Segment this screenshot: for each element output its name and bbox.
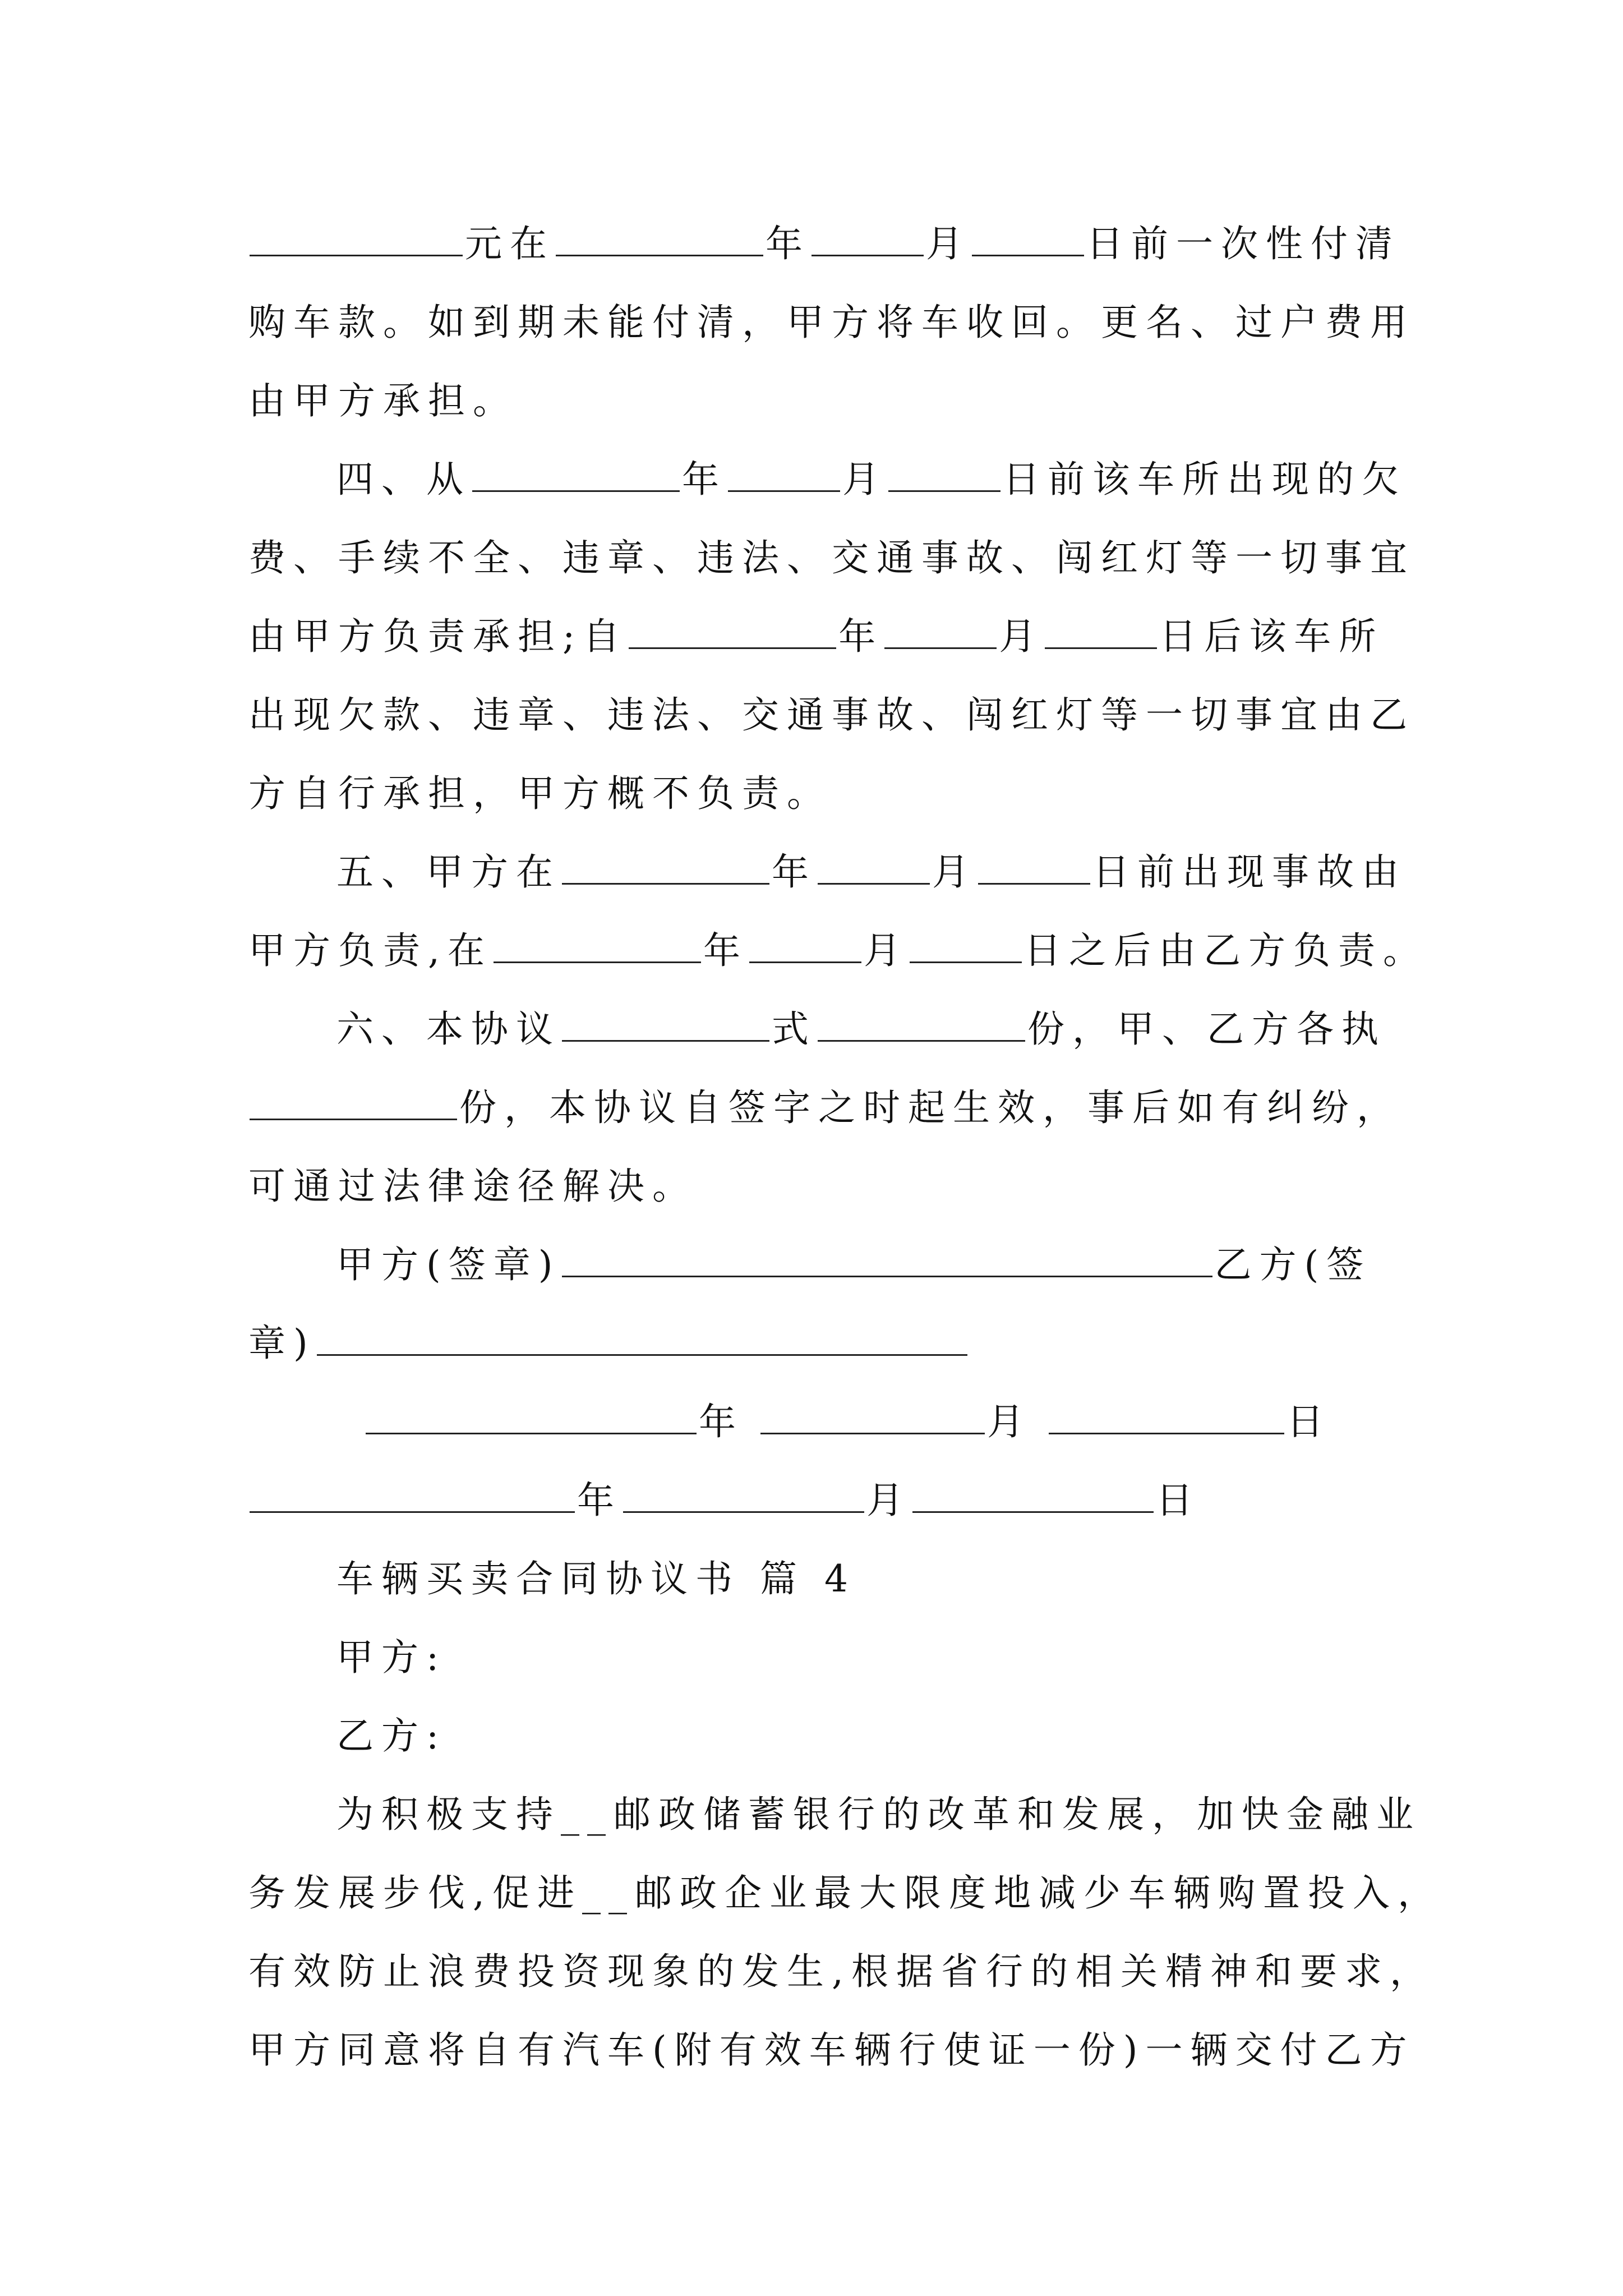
date-year-label: 年 xyxy=(577,1479,622,1522)
clause-text: 月 xyxy=(863,929,909,972)
blank-field xyxy=(250,255,463,256)
date-day-label: 日 xyxy=(1287,1400,1331,1443)
party-b-label: 乙方: xyxy=(336,1714,447,1757)
date-month-label: 月 xyxy=(987,1400,1032,1443)
clause-3-line-2 xyxy=(248,286,1415,359)
body-line-2 xyxy=(248,1857,1442,1930)
clause-text: 日后该车所 xyxy=(1159,615,1384,658)
clause-3-line-1 xyxy=(248,208,1400,280)
clause-4-line-1 xyxy=(336,443,1407,516)
blank-field xyxy=(760,1433,985,1434)
date-year-label: 年 xyxy=(699,1400,744,1443)
body-text: 甲方同意将自有汽车(附有效车辆行使证一份)一辆交付乙方 xyxy=(248,2028,1415,2072)
blank-field xyxy=(811,255,924,256)
clause-6-line-3 xyxy=(248,1150,1393,1223)
clause-text: 年 xyxy=(772,850,817,894)
date-day-label: 日 xyxy=(1156,1479,1201,1522)
signature-blank xyxy=(317,1354,967,1356)
body-text: 为积极支持__邮政储蓄银行的改革和发展，加快金融业 xyxy=(336,1793,1421,1836)
party-a-signature-label: 甲方(签章) xyxy=(336,1243,561,1286)
clause-text: 购车款。如到期未能付清，甲方将车收回。更名、过户费用 xyxy=(248,301,1415,344)
signature-line xyxy=(336,1228,1393,1301)
blank-field xyxy=(888,490,1000,492)
clause-text: 日前一次性付清 xyxy=(1086,222,1400,265)
clause-text: 可通过法律途径解决。 xyxy=(248,1165,697,1208)
blank-field xyxy=(562,1040,769,1042)
body-text: 有效防止浪费投资现象的发生,根据省行的相关精神和要求， xyxy=(248,1950,1435,1993)
blank-field xyxy=(562,883,769,885)
clause-text: 甲方负责,在 xyxy=(248,929,492,972)
clause-text: 月 xyxy=(999,615,1044,658)
clause-5-line-1 xyxy=(336,836,1407,909)
blank-field xyxy=(818,1040,1025,1042)
clause-text: 费、手续不全、违章、违法、交通事故、闯红灯等一切事宜 xyxy=(248,536,1415,579)
clause-text: 日前出现事故由 xyxy=(1092,850,1407,894)
date-line-1 xyxy=(365,1386,1393,1458)
body-line-3 xyxy=(248,1935,1435,2008)
blank-field xyxy=(623,1511,864,1513)
blank-field xyxy=(910,961,1022,963)
clause-text: 年 xyxy=(838,615,884,658)
blank-field xyxy=(978,883,1090,885)
clause-4-line-2 xyxy=(248,522,1415,595)
blank-field xyxy=(912,1511,1154,1513)
blank-field xyxy=(250,1119,457,1120)
clause-text: 六、本协议 xyxy=(336,1007,561,1051)
clause-6-line-1 xyxy=(336,993,1393,1066)
signature-blank xyxy=(562,1276,1212,1277)
clause-text: 份，本协议自签字之时起生效，事后如有纠纷， xyxy=(459,1086,1401,1129)
blank-field xyxy=(1045,647,1157,649)
clause-text: 年 xyxy=(766,222,810,265)
clause-text: 出现欠款、违章、违法、交通事故、闯红灯等一切事宜由乙 xyxy=(248,693,1415,737)
clause-text: 方自行承担，甲方概不负责。 xyxy=(248,772,832,815)
section-title xyxy=(336,1543,1393,1616)
party-b-line xyxy=(336,1700,1393,1773)
body-line-1 xyxy=(336,1778,1421,1851)
clause-4-line-5 xyxy=(248,757,1393,830)
blank-field xyxy=(728,490,840,492)
blank-field xyxy=(749,961,861,963)
clause-text: 年 xyxy=(703,929,748,972)
clause-3-line-3 xyxy=(248,365,1393,438)
date-line-2 xyxy=(248,1464,1393,1537)
body-text: 务发展步伐,促进__邮政企业最大限度地减少车辆购置投入， xyxy=(248,1871,1442,1915)
blank-field xyxy=(972,255,1084,256)
clause-text: 由甲方承担。 xyxy=(248,379,518,422)
clause-text: 式 xyxy=(772,1007,817,1051)
party-a-line xyxy=(336,1621,1393,1694)
blank-field xyxy=(250,1511,575,1513)
blank-field xyxy=(818,883,930,885)
clause-text: 月 xyxy=(842,458,887,501)
clause-text: 元在 xyxy=(465,222,555,265)
blank-field xyxy=(884,647,997,649)
clause-5-line-2 xyxy=(248,914,1428,987)
blank-field xyxy=(366,1433,697,1434)
clause-4-line-3 xyxy=(248,600,1393,673)
clause-text: 月 xyxy=(932,850,977,894)
clause-text: 由甲方负责承担;自 xyxy=(248,615,628,658)
blank-field xyxy=(494,961,701,963)
blank-field xyxy=(629,647,836,649)
clause-text: 五、甲方在 xyxy=(336,850,561,894)
clause-6-line-2 xyxy=(248,1071,1401,1144)
date-month-label: 月 xyxy=(866,1479,911,1522)
clause-text: 日之后由乙方负责。 xyxy=(1023,929,1428,972)
party-b-signature-label: 乙方(签 xyxy=(1214,1243,1372,1286)
blank-field xyxy=(1049,1433,1284,1434)
party-a-label: 甲方: xyxy=(336,1636,447,1679)
clause-text: 份，甲、乙方各执 xyxy=(1027,1007,1386,1051)
blank-field xyxy=(556,255,763,256)
clause-text: 年 xyxy=(682,458,727,501)
clause-text: 四、从 xyxy=(336,458,471,501)
signature-line-cont xyxy=(248,1307,1393,1380)
clause-text: 日前该车所出现的欠 xyxy=(1003,458,1407,501)
section-title-text: 车辆买卖合同协议书 篇 4 xyxy=(336,1557,856,1600)
party-b-signature-label-cont: 章) xyxy=(248,1322,316,1365)
clause-text: 月 xyxy=(926,222,971,265)
blank-field xyxy=(472,490,680,492)
clause-4-line-4 xyxy=(248,679,1415,752)
body-line-4 xyxy=(248,2014,1415,2087)
